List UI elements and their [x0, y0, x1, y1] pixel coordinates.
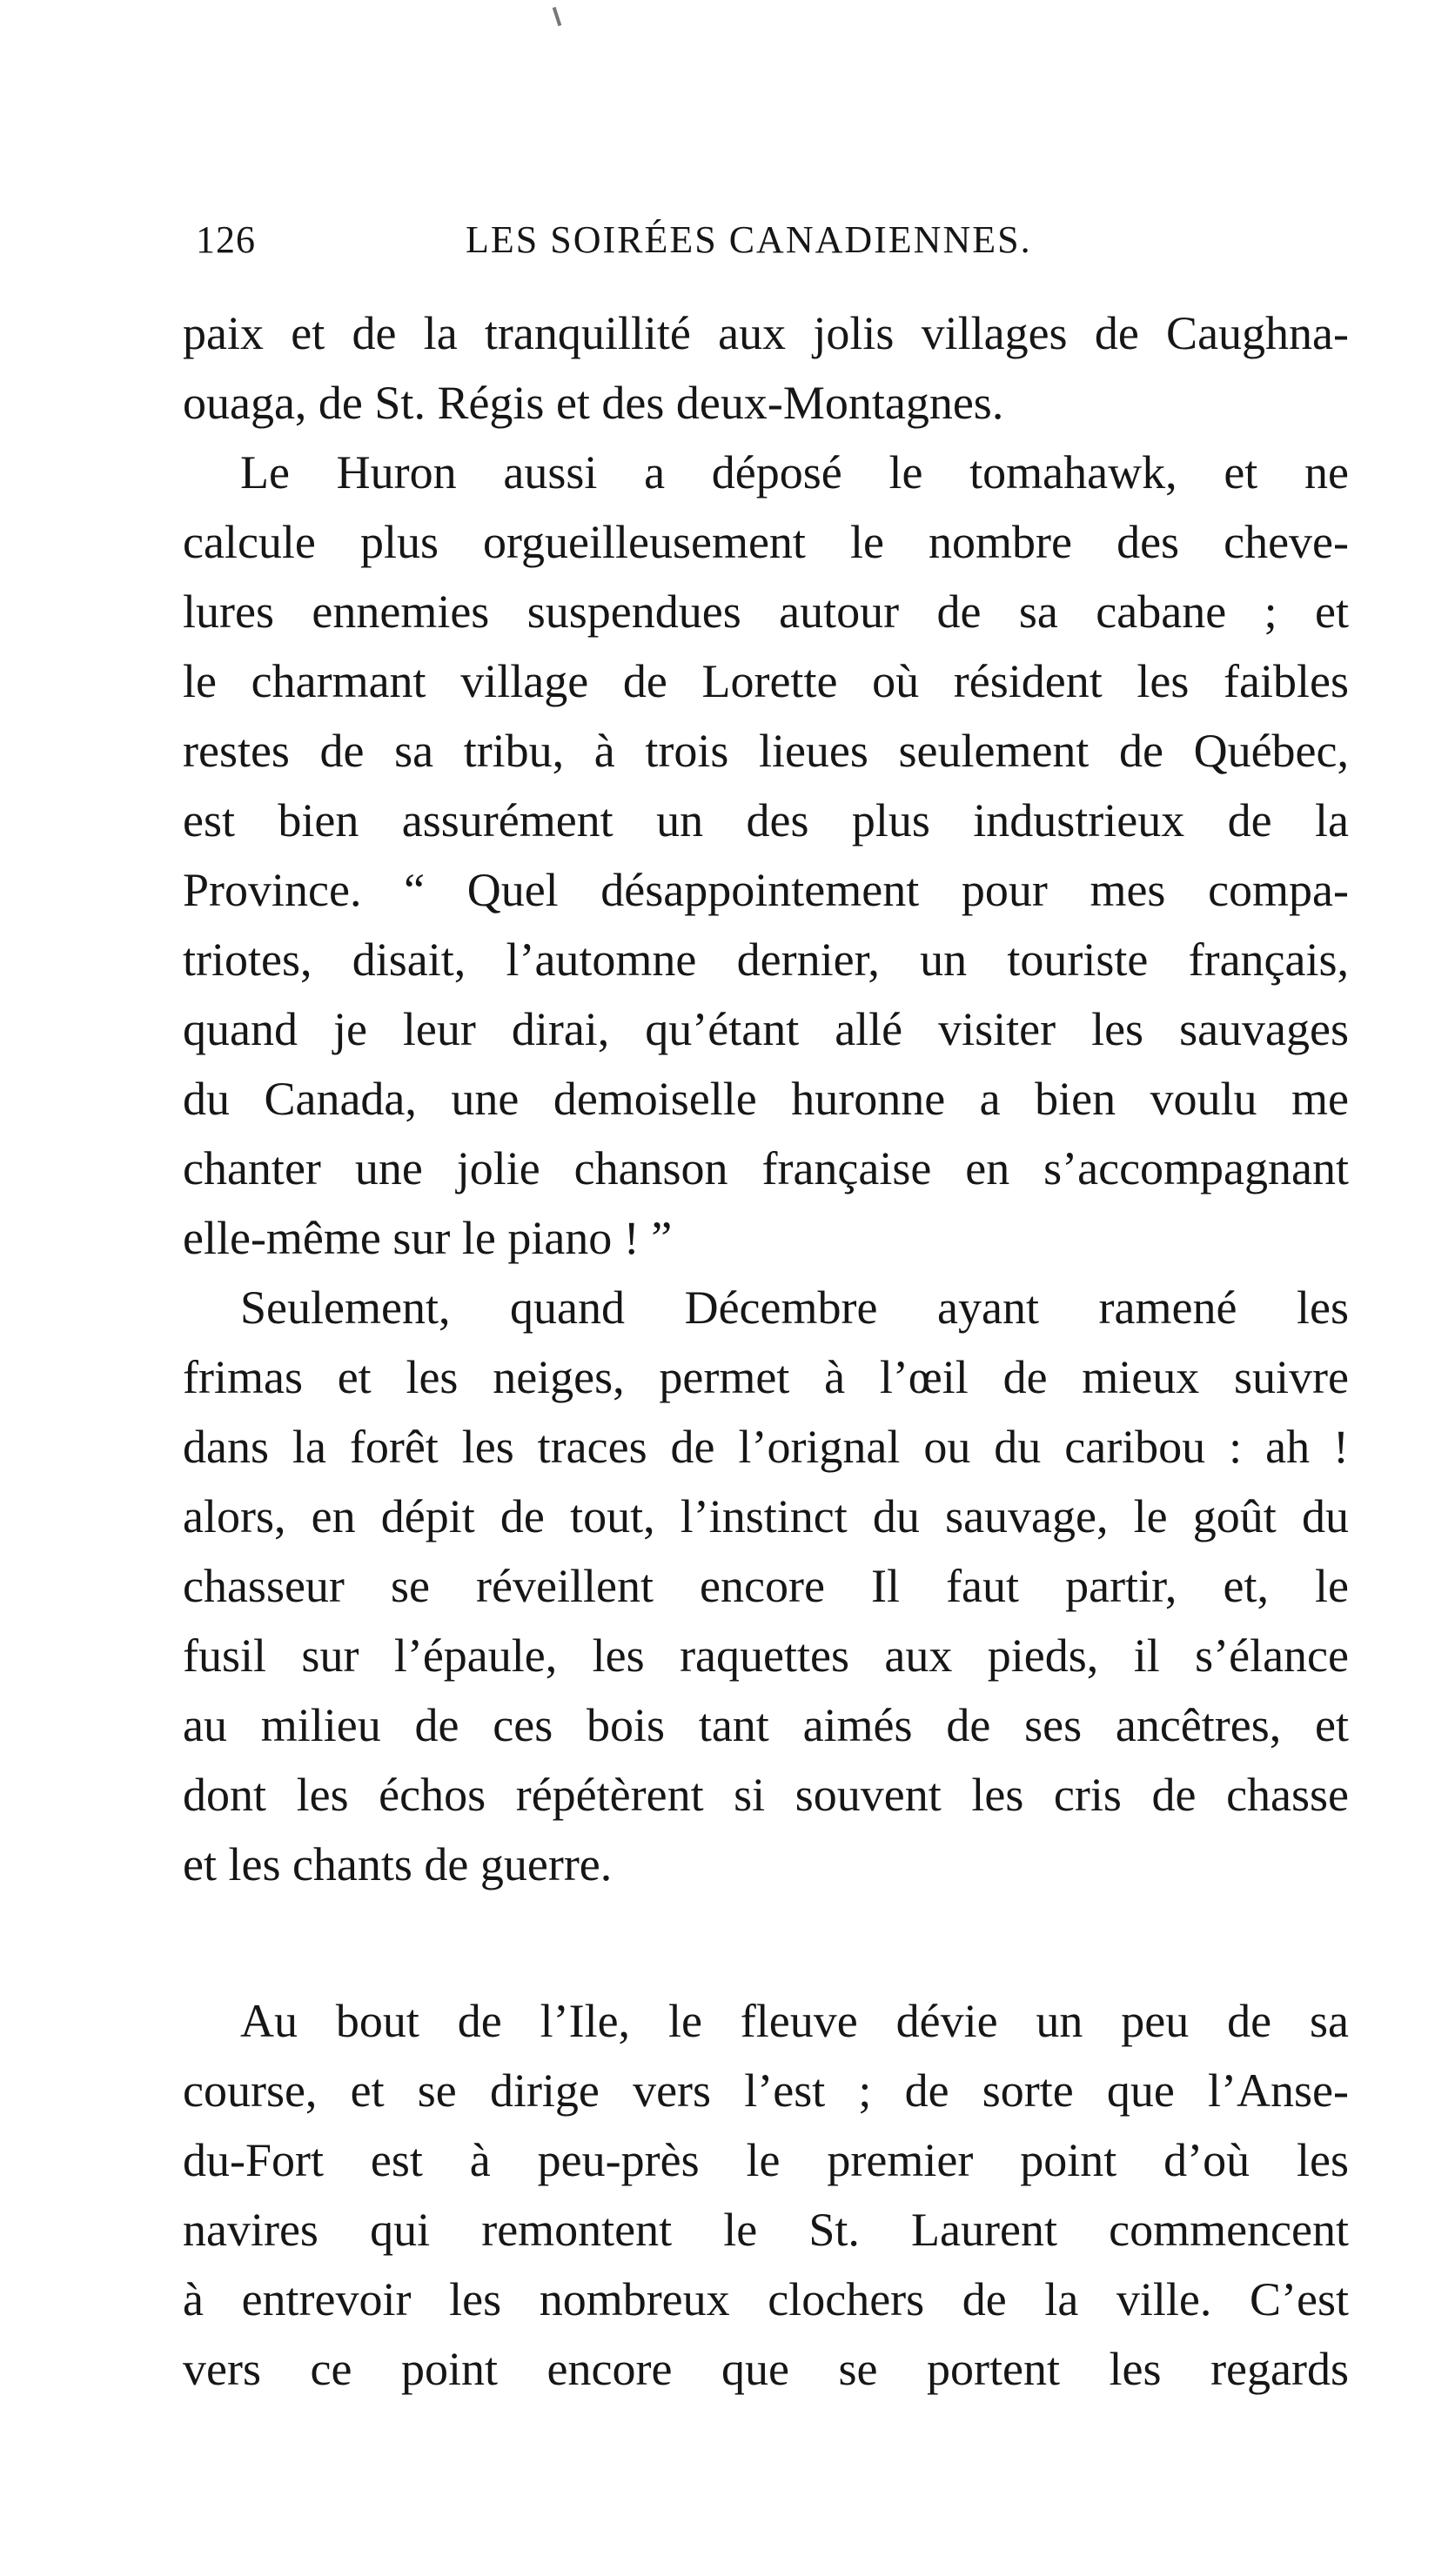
text-line: le charmant village de Lorette où résident les faibles — [183, 655, 1349, 707]
text-line: fusil sur l’épaule, les raquettes aux pieds, il s’élance — [183, 1629, 1349, 1682]
text-line: alors, en dépit de tout, l’instinct du sauvage, le goût du — [183, 1490, 1349, 1542]
text-line: navires qui remontent le St. Laurent commencent — [183, 2204, 1349, 2256]
text-line: restes de sa tribu, à trois lieues seulement de Québec, — [183, 725, 1349, 777]
paragraph-ile — [183, 1986, 1349, 2404]
text-line: Au bout de l’Ile, le fleuve dévie un peu de sa — [240, 1995, 1349, 2047]
text-line: lures ennemies suspendues autour de sa cabane ; et — [183, 585, 1349, 638]
text-line: au milieu de ces bois tant aimés de ses ancêtres, et — [183, 1699, 1349, 1751]
text-line: est bien assurément un des plus industrieux de la — [183, 794, 1349, 846]
text-line: du Canada, une demoiselle huronne a bien voulu me — [183, 1073, 1349, 1125]
text-line: à entrevoir les nombreux clochers de la ville. C’est — [183, 2273, 1349, 2325]
text-line: elle-même sur le piano ! ” — [183, 1212, 673, 1264]
paragraph-huron — [183, 438, 1349, 1273]
text-line: course, et se dirige vers l’est ; de sorte que l’Anse- — [183, 2064, 1349, 2117]
text-line: vers ce point encore que se portent les regards — [183, 2343, 1349, 2395]
text-line: chasseur se réveillent encore Il faut partir, et, le — [183, 1560, 1349, 1612]
text-line: ouaga, de St. Régis et des deux-Montagnes. — [183, 377, 1004, 429]
text-line: Seulement, quand Décembre ayant ramené les — [240, 1281, 1349, 1334]
text-block-lower — [183, 1986, 1349, 2404]
paragraph-continuation — [183, 298, 1349, 438]
paragraph-decembre — [183, 1273, 1349, 1899]
text-line: Province. “ Quel désappointement pour mes compa- — [183, 864, 1349, 916]
text-line: dont les échos répétèrent si souvent les cris de chasse — [183, 1769, 1349, 1821]
text-line: chanter une jolie chanson française en s’accompagnant — [183, 1142, 1349, 1194]
text-block-main — [183, 298, 1349, 1899]
text-line: dans la forêt les traces de l’orignal ou du caribou : ah ! — [183, 1421, 1349, 1473]
text-line: paix et de la tranquillité aux jolis villages de Caughna- — [183, 307, 1349, 359]
text-line: calcule plus orgueilleusement le nombre des cheve- — [183, 516, 1349, 568]
text-line: frimas et les neiges, permet à l’œil de mieux suivre — [183, 1351, 1349, 1403]
text-line: Le Huron aussi a déposé le tomahawk, et ne — [240, 446, 1349, 498]
page-header — [196, 217, 1353, 278]
text-line: triotes, disait, l’automne dernier, un touriste français, — [183, 933, 1349, 986]
page-number: 126 — [196, 218, 256, 261]
text-line: quand je leur dirai, qu’étant allé visiter les sauvages — [183, 1003, 1349, 1055]
text-line: du-Fort est à peu-près le premier point d’où les — [183, 2134, 1349, 2186]
text-line: et les chants de guerre. — [183, 1838, 613, 1890]
running-head: LES SOIRÉES CANADIENNES. — [466, 218, 1032, 261]
ink-speck — [553, 7, 562, 26]
